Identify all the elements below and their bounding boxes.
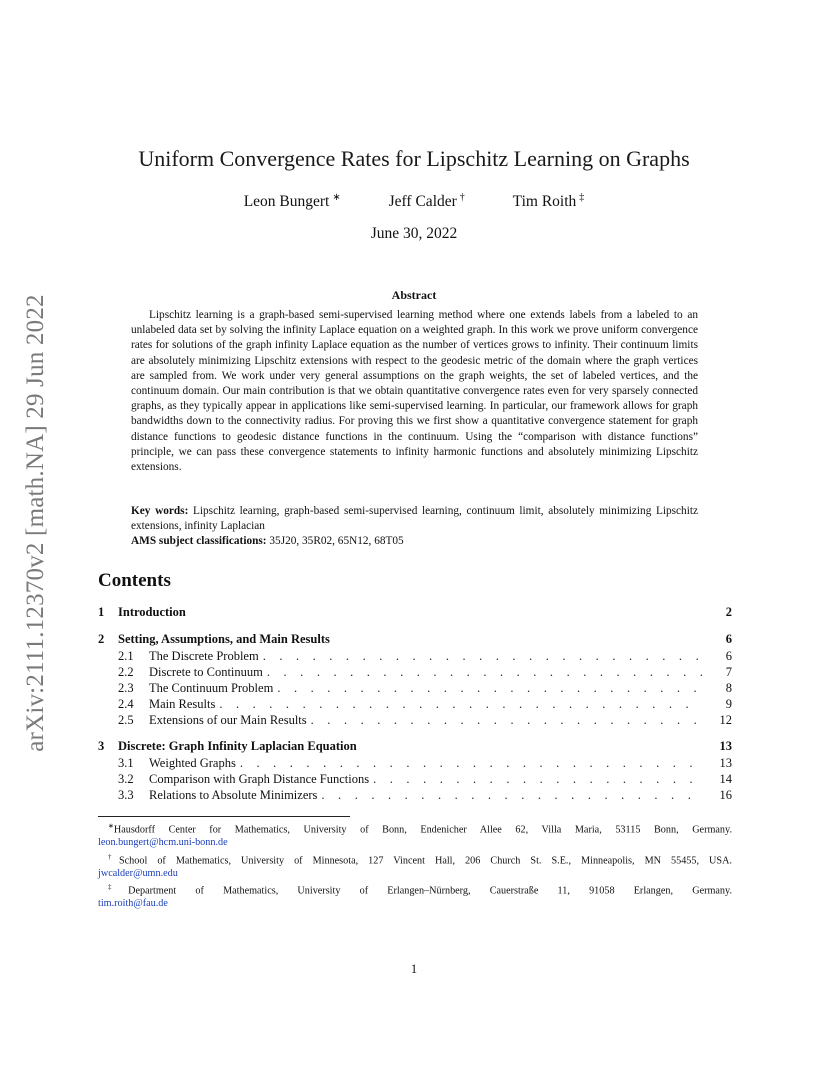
abstract-heading: Abstract — [391, 288, 437, 302]
footnotes — [98, 820, 732, 912]
footnote-text — [98, 881, 732, 898]
footnote-text — [98, 820, 732, 837]
arxiv-identifier[interactable]: arXiv:2111.12370v2 [math.NA] 29 Jun 2022 — [22, 293, 49, 752]
toc-subsection-page: 14 — [719, 772, 732, 786]
toc-dot-leader — [373, 771, 702, 787]
table-of-contents — [98, 604, 732, 813]
toc-subsection-number: 3.3 — [118, 788, 134, 802]
toc-subsection-title: Relations to Absolute Minimizers — [149, 788, 318, 802]
toc-subsection-number: 2.1 — [118, 649, 134, 663]
author-mark[interactable]: ∗ — [332, 192, 341, 203]
toc-subsection-title: Discrete to Continuum — [149, 665, 263, 679]
footnote — [98, 820, 732, 850]
toc-section-number: 3 — [98, 739, 105, 753]
toc-subsection-title: Comparison with Graph Distance Functions — [149, 772, 370, 786]
toc-section-title: Discrete: Graph Infinity Laplacian Equation — [118, 739, 357, 753]
toc-subsection-page: 16 — [719, 788, 732, 802]
author — [244, 192, 341, 211]
toc-dot-leader — [219, 696, 702, 712]
toc-subsection-link[interactable] — [98, 712, 732, 728]
toc-dot-leader — [240, 755, 702, 771]
footnote — [98, 881, 732, 911]
toc-section — [98, 738, 732, 803]
toc-subsection-link[interactable] — [98, 787, 732, 803]
toc-subsection-title: Extensions of our Main Results — [149, 713, 307, 727]
paper-date: June 30, 2022 — [370, 225, 458, 242]
footnote-mark: † — [108, 852, 119, 861]
toc-section-title: Introduction — [118, 605, 186, 619]
toc-subsection-title: Main Results — [149, 697, 216, 711]
toc-subsection-link[interactable] — [98, 680, 732, 696]
keywords — [131, 504, 698, 534]
toc-dot-leader — [311, 712, 702, 728]
ams-text: 35J20, 35R02, 65N12, 68T05 — [269, 535, 404, 547]
abstract-text: Lipschitz learning is a graph-based semi-supervised learning method where one extends labels from a labeled to an unlabeled data set by solving the infinity Laplace equation on a weighted graph. In this work we prove uniform convergence rates for solutions of the graph infinity Laplace equation as the number of vertices grows to infinity. Their continuum limits are absolutely minimizing Lipschitz extensions with respect to the geodesic metric of the domain where the graph vertices are sampled from. We work under very general assumptions on the graph weights, the set of labeled vertices, and the continuum domain. Our main contribution is that we obtain quantitative convergence rates even for very sparsely connected graphs, as they typically appear in applications like semi-supervised learning. In particular, our framework allows for graph bandwidths down to the connectivity radius. For proving this we first show a quantitative convergence statement for graph distance functions to geodesic distance functions in the continuum. Using the “comparison with distance functions” principle, we can pass these convergence statements to infinity harmonic functions and absolutely minimizing Lipschitz extensions. — [131, 309, 698, 474]
toc-section-link[interactable] — [98, 738, 732, 755]
footnote-rule — [98, 816, 350, 817]
toc-section-page: 6 — [725, 632, 732, 646]
footnote-affiliation: School of Mathematics, University of Minnesota, 127 Vincent Hall, 206 Church St. S.E., Minneapolis, MN 55455, USA. — [118, 854, 732, 866]
footnote-mark: ‡ — [108, 883, 129, 892]
keywords-label: Key words: — [131, 505, 189, 517]
author-mark[interactable]: ‡ — [579, 192, 585, 203]
toc-subsection-link[interactable] — [98, 664, 732, 680]
toc-section-link[interactable] — [98, 631, 732, 648]
author-name: Leon Bungert — [243, 193, 330, 211]
author-mark[interactable]: † — [459, 192, 465, 203]
toc-dot-leader — [277, 680, 702, 696]
toc-subsection-link[interactable] — [98, 648, 732, 664]
toc-section — [98, 631, 732, 728]
paper-title: Uniform Convergence Rates for Lipschitz Learning on Graphs — [138, 146, 690, 171]
footnote-text — [98, 851, 732, 868]
toc-subsection-link[interactable] — [98, 696, 732, 712]
ams-classifications — [131, 534, 698, 549]
toc-dot-leader — [321, 787, 702, 803]
author — [389, 192, 465, 211]
toc-section-title: Setting, Assumptions, and Main Results — [118, 632, 330, 646]
author-name: Tim Roith — [512, 193, 577, 211]
author — [513, 192, 585, 211]
toc-subsection-title: The Discrete Problem — [149, 649, 259, 663]
toc-section-page: 13 — [719, 739, 732, 753]
toc-subsection-number: 3.2 — [118, 772, 134, 786]
toc-subsection-link[interactable] — [98, 771, 732, 787]
footnote-affiliation: Department of Mathematics, University of Erlangen–Nürnberg, Cauerstraße 11, 91058 Erlangen, Germany. — [128, 885, 732, 897]
toc-subsection-page: 9 — [725, 697, 732, 711]
toc-subsection-page: 8 — [725, 681, 732, 695]
author-name: Jeff Calder — [388, 193, 457, 211]
toc-subsection-page: 6 — [725, 649, 732, 663]
page-number: 1 — [410, 962, 418, 976]
toc-subsection-number: 2.2 — [118, 665, 134, 679]
toc-dot-leader — [267, 664, 702, 680]
toc-subsection-title: Weighted Graphs — [149, 756, 236, 770]
toc-subsection-page: 7 — [725, 665, 732, 679]
footnote-email-link[interactable]: leon.bungert@hcm.uni-bonn.de — [98, 836, 228, 848]
toc-section-page: 2 — [725, 605, 732, 619]
footnote-email-link[interactable]: tim.roith@fau.de — [98, 898, 168, 910]
toc-section-number: 2 — [98, 632, 105, 646]
toc-section-link[interactable] — [98, 604, 732, 621]
toc-subsection-number: 3.1 — [118, 756, 134, 770]
toc-subsection-title: The Continuum Problem — [149, 681, 274, 695]
footnote-affiliation: Hausdorff Center for Mathematics, University of Bonn, Endenicher Allee 62, Villa Maria, 53115 Bonn, Germany. — [113, 824, 732, 836]
toc-subsection-link[interactable] — [98, 755, 732, 771]
keywords-text: Lipschitz learning, graph-based semi-supervised learning, continuum limit, absolutely minimizing Lipschitz extensions, infinity Laplacian — [131, 505, 699, 533]
contents-heading: Contents — [98, 570, 171, 591]
toc-subsection-page: 13 — [719, 756, 732, 770]
footnote-mark: ∗ — [108, 822, 114, 830]
toc-subsection-number: 2.3 — [118, 681, 134, 695]
toc-section-number: 1 — [98, 605, 105, 619]
toc-dot-leader — [263, 648, 702, 664]
footnote — [98, 851, 732, 881]
toc-section — [98, 604, 732, 621]
author-list — [0, 192, 828, 211]
ams-label: AMS subject classifications: — [131, 535, 267, 547]
toc-subsection-number: 2.5 — [118, 713, 134, 727]
arxiv-sidebar — [22, 270, 50, 775]
toc-subsection-page: 12 — [719, 713, 732, 727]
toc-subsection-number: 2.4 — [118, 697, 134, 711]
footnote-email-link[interactable]: jwcalder@umn.edu — [98, 867, 178, 879]
